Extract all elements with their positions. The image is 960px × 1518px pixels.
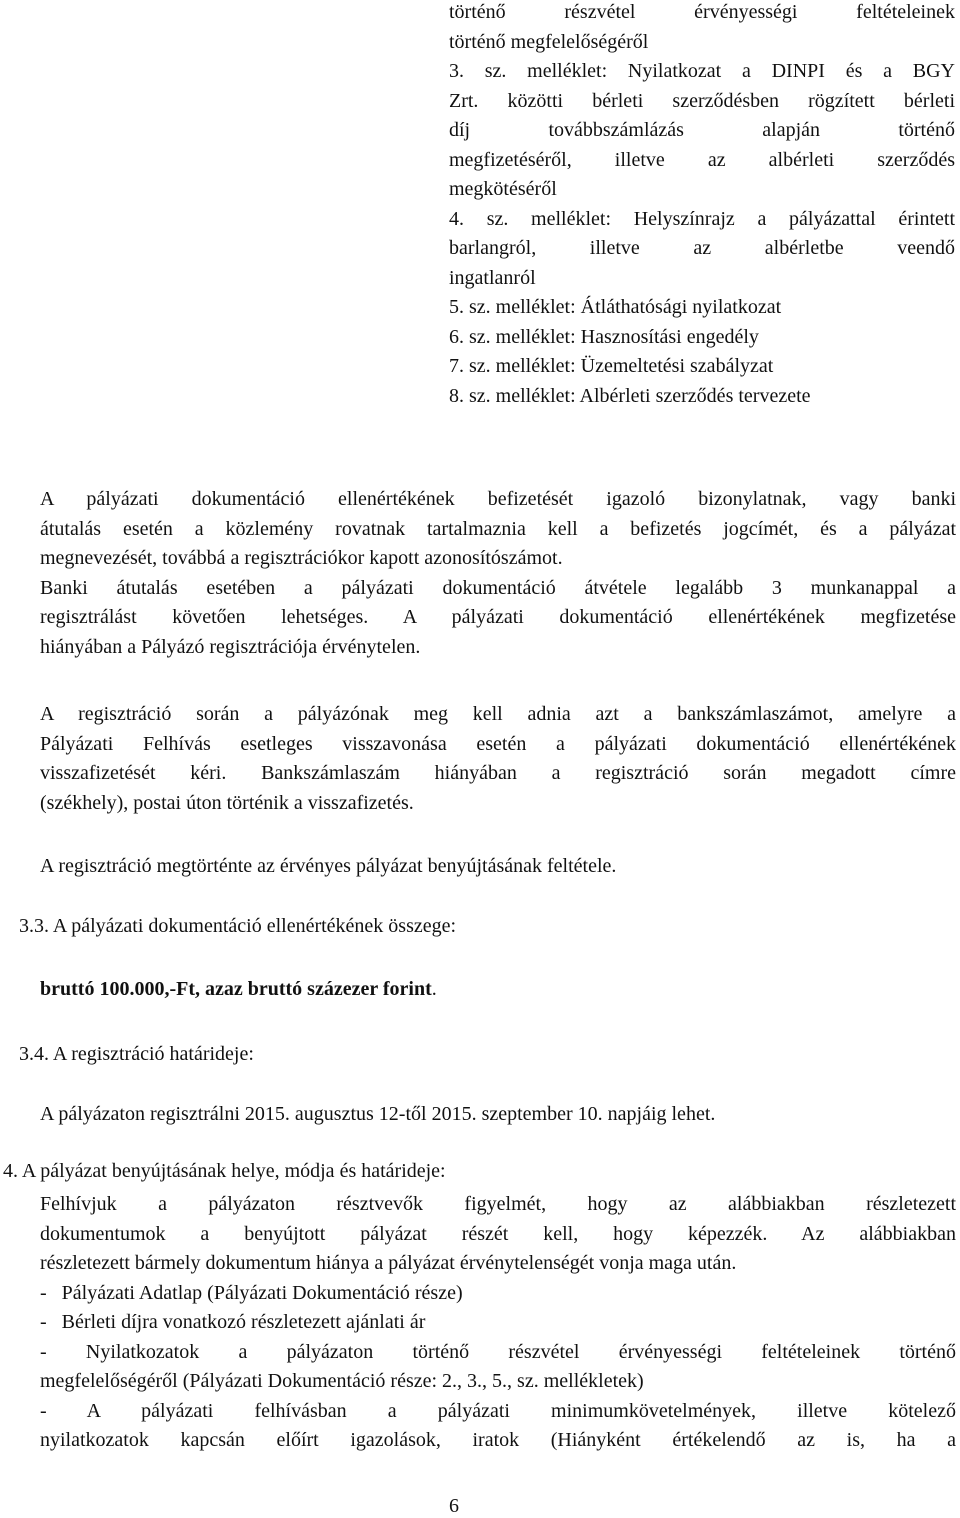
paragraph-line: részletezett bármely dokumentum hiánya a pályázat érvénytelenségét vonja maga után. <box>40 1252 737 1274</box>
section-4-body <box>40 1190 956 1456</box>
section-3-3-amount <box>40 975 437 1005</box>
paragraph-line: Banki átutalás esetében a pályázati dokumentáció átvétele legalább 3 munkanappal a <box>40 576 956 599</box>
list-item-continuation: nyilatkozatok kapcsán előírt igazolások, iratok (Hiányként értékelendő az is, ha a <box>40 1429 956 1451</box>
section-4-heading: 4. A pályázat benyújtásának helye, módja és határideje: <box>3 1160 446 1182</box>
paragraph-line: visszafizetését kéri. Bankszámlaszám hiányában a regisztráció során megadott címre <box>40 762 956 784</box>
paragraph-line: dokumentumok a benyújtott pályázat részét kell, hogy képezzék. Az alábbiakban <box>40 1222 956 1245</box>
annex-line: 4. sz. melléklet: Helyszínrajz a pályázattal érintett <box>449 207 955 230</box>
amount-bold: bruttó 100.000,-Ft, azaz bruttó százezer forint <box>40 978 432 1000</box>
annex-line: megfizetéséről, illetve az albérleti szerződés <box>449 148 955 171</box>
paragraph-line: A regisztráció során a pályázónak meg kell adnia azt a bankszámlaszámot, amelyre a <box>40 703 956 725</box>
annex-line: 8. sz. melléklet: Albérleti szerződés tervezete <box>449 384 811 407</box>
payment-paragraph <box>40 485 956 662</box>
paragraph-line: A pályázati dokumentáció ellenértékének befizetését igazoló bizonylatnak, vagy banki <box>40 488 956 510</box>
list-item: - A pályázati felhívásban a pályázati minimumkövetelmények, illetve kötelező <box>40 1399 956 1422</box>
paragraph-line: Felhívjuk a pályázaton résztvevők figyelmét, hogy az alábbiakban részletezett <box>40 1193 956 1215</box>
annex-line: 6. sz. melléklet: Hasznosítási engedély <box>449 325 759 348</box>
annex-line: barlangról, illetve az albérletbe veendő <box>449 237 955 259</box>
annex-line: díj továbbszámlázás alapján történő <box>449 119 955 141</box>
list-item: - Nyilatkozatok a pályázaton történő részvétel érvényességi feltételeinek történő <box>40 1340 956 1363</box>
paragraph-line: Pályázati Felhívás esetleges visszavonása esetén a pályázati dokumentáció ellenértékének <box>40 732 956 755</box>
annex-line: történő megfelelőségéről <box>449 30 649 53</box>
paragraph-line: átutalás esetén a közlemény rovatnak tartalmaznia kell a befizetés jogcímét, és a pályázat <box>40 517 956 540</box>
section-3-3-heading: 3.3. A pályázati dokumentáció ellenértékének összege: <box>19 915 457 937</box>
bank-paragraph <box>40 700 956 818</box>
paragraph-line: regisztrálást követően lehetséges. A pályázati dokumentáció ellenértékének megfizetése <box>40 606 956 628</box>
annex-line: történő részvétel érvényességi feltételeinek <box>449 1 955 23</box>
annex-line: 3. sz. melléklet: Nyilatkozat a DINPI és a BGY <box>449 60 955 82</box>
paragraph-line: hiányában a Pályázó regisztrációja érvénytelen. <box>40 635 421 658</box>
section-3-4-heading: 3.4. A regisztráció határideje: <box>19 1043 254 1065</box>
paragraph-line: megnevezését, továbbá a regisztrációkor kapott azonosítószámot. <box>40 547 563 569</box>
list-item-continuation: megfelelőségéről (Pályázati Dokumentáció része: 2., 3., 5., sz. mellékletek) <box>40 1370 644 1392</box>
list-item: - Bérleti díjra vonatkozó részletezett ajánlati ár <box>40 1311 426 1333</box>
annex-line: 7. sz. melléklet: Üzemeltetési szabályzat <box>449 355 774 377</box>
page-number: 6 <box>449 1495 459 1517</box>
registration-condition: A regisztráció megtörténte az érvényes pályázat benyújtásának feltétele. <box>40 855 617 877</box>
list-item: - Pályázati Adatlap (Pályázati Dokumentáció része) <box>40 1281 463 1304</box>
annex-line: megkötéséről <box>449 178 557 200</box>
annex-list <box>449 0 955 411</box>
annex-line: 5. sz. melléklet: Átláthatósági nyilatkozat <box>449 296 782 318</box>
paragraph-line: (székhely), postai úton történik a visszafizetés. <box>40 791 414 814</box>
amount-suffix: . <box>431 978 437 1000</box>
annex-line: Zrt. közötti bérleti szerződésben rögzített bérleti <box>449 89 955 112</box>
annex-line: ingatlanról <box>449 266 536 289</box>
section-3-4-text: A pályázaton regisztrálni 2015. augusztus 12-től 2015. szeptember 10. napjáig lehet. <box>40 1103 716 1125</box>
